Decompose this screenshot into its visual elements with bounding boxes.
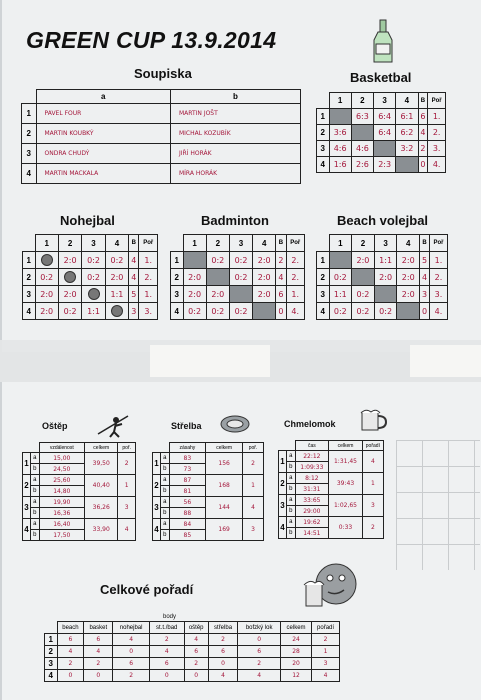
table-row: 4 0:2 0:2 0:2 0 4.	[171, 303, 305, 320]
drunk-smiley-icon	[300, 560, 362, 614]
table-row: 1 a 83 156 2	[153, 453, 264, 464]
table-row: 2 a 87 168 1	[153, 475, 264, 486]
table-row: 3 a 33:65 1:02,65 3	[279, 495, 384, 506]
table-row: 2 MARTIN KOUBKÝ MICHAL KOZUBÍK	[22, 124, 301, 144]
chmelomok-heading: Chmelomok	[284, 419, 336, 429]
table-row: 2 a 8:12 39:43 1	[279, 473, 384, 484]
tape-piece	[150, 345, 270, 377]
table-row: 3 2:0 2:0 2:0 6 1.	[171, 286, 305, 303]
ostep-table: vzdálenost celkem poř. 1 a 15,00 39,50 2 b 24,50 2 a 25,60 40,40 1 b 14,80 3 a 19,90 36,26 3 b 16,36 4 a 16,40 33,90 4 b 17,50	[22, 442, 136, 541]
ostep-heading: Oštěp	[42, 421, 68, 431]
page-title: GREEN CUP 13.9.2014	[26, 27, 277, 53]
basketbal-table: 1 2 3 4 B Poř 1 6:3 6:4 6:1 6 1. 2 3:6 6:4 6:2 4 2. 3 4:6 4:6 3:2 2 3. 4 1:6 2:6 2:3 0 4.	[316, 92, 446, 173]
table-row: 4 a 84 169 3	[153, 519, 264, 530]
ball-icon	[41, 254, 53, 266]
tape-piece	[410, 345, 481, 377]
col-a-header: a	[36, 90, 170, 104]
col-b-header: b	[170, 90, 300, 104]
beer-mug-icon	[358, 408, 388, 432]
nohejbal-heading: Nohejbal	[60, 213, 115, 228]
table-row: 2 a 25,60 40,40 1	[23, 475, 136, 486]
table-row: 3 1:1 0:2 2:0 3 3.	[317, 286, 448, 303]
javelin-thrower-icon	[96, 412, 130, 438]
background-grid	[396, 440, 480, 570]
table-row: 1 6:3 6:4 6:1 6 1.	[317, 109, 446, 125]
table-row: 3 2 2 6 6 2 0 2 20 3	[45, 658, 340, 670]
table-row: 2 4 4 0 4 6 6 6 28 1	[45, 646, 340, 658]
table-row: 4 0:2 0:2 0:2 0 4.	[317, 303, 448, 320]
target-icon	[220, 414, 250, 434]
nohejbal-table: 1 2 3 4 B Poř 1 2:0 0:2 0:2 4 1. 2 0:2 0:2 2:0 4 2. 3 2:0 2:0 1:1 5 1. 4 2:0 0:2 1:1 3 3.	[22, 234, 158, 320]
chmelomok-table: čas celkem pořadí 1 a 22:12 1:31,45 4 b 1:09:33 2 a 8:12 39:43 1 b 31:31 3 a 33:65 1:02,65 3 b 29:00 4 a 19:62 0:33 2 b 14:51	[278, 440, 384, 539]
table-row: 1 0:2 0:2 2:0 2 2.	[171, 252, 305, 269]
table-row: 2 2:0 0:2 2:0 4 2.	[171, 269, 305, 286]
badminton-heading: Badminton	[201, 213, 269, 228]
strelba-heading: Střelba	[171, 421, 202, 431]
table-row: 1 2:0 1:1 2:0 5 1.	[317, 252, 448, 269]
celkove-table: beach basket nohejbal st.t./bad oštěp střelba bofzký lok celkem pořadí 1 6 6 4 2 4 2 0 24 2 2 4 4 0 4 6 6 6 28 1 3 2 2 6 6 2 0 2 20 3 4 0 0 2 0 0 4 4 12 4	[44, 621, 340, 682]
table-row: 2 0:2 0:2 2:0 4 2.	[23, 269, 158, 286]
strelba-table: zásahy celkem poř. 1 a 83 156 2 b 73 2 a 87 168 1 b 81 3 a 56 144 4 b 88 4 a 84 169 3 b 85	[152, 442, 264, 541]
table-row: 4 MARTIN MACKALA MÍRA HORÁK	[22, 164, 301, 184]
table-row: 4 a 16,40 33,90 4	[23, 519, 136, 530]
bottle-icon	[370, 18, 396, 64]
body-group-label: body	[163, 614, 177, 620]
table-row: 2 3:6 6:4 6:2 4 2.	[317, 125, 446, 141]
table-row: 3 a 56 144 4	[153, 497, 264, 508]
table-row: 3 ONDRA CHUDÝ JIŘÍ HORÁK	[22, 144, 301, 164]
table-row: 1 2:0 0:2 0:2 4 1.	[23, 252, 158, 269]
table-row: 4 a 19:62 0:33 2	[279, 517, 384, 528]
table-row: 4 0 0 2 0 0 4 4 12 4	[45, 670, 340, 682]
beach-table: 1 2 3 4 B Poř 1 2:0 1:1 2:0 5 1. 2 0:2 2:0 2:0 4 2. 3 1:1 0:2 2:0 3 3. 4 0:2 0:2 0:2 0 4.	[316, 234, 448, 320]
table-row: 3 a 19,90 36,26 3	[23, 497, 136, 508]
table-row: 1 a 15,00 39,50 2	[23, 453, 136, 464]
basketbal-heading: Basketbal	[350, 70, 412, 85]
celkove-heading: Celkové pořadí	[100, 582, 194, 597]
table-row: 2 0:2 2:0 2:0 4 2.	[317, 269, 448, 286]
soupiska-heading: Soupiska	[134, 66, 192, 81]
ball-icon	[111, 305, 123, 317]
ball-icon	[88, 288, 100, 300]
table-row: 4 2:0 0:2 1:1 3 3.	[23, 303, 158, 320]
table-row: 3 4:6 4:6 3:2 2 3.	[317, 141, 446, 157]
table-row: 3 2:0 2:0 1:1 5 1.	[23, 286, 158, 303]
table-row: 1 PAVEL FOUR MARTIN JOŠT	[22, 104, 301, 124]
table-row: 1 6 6 4 2 4 2 0 24 2	[45, 634, 340, 646]
badminton-table: 1 2 3 4 B Poř 1 0:2 0:2 2:0 2 2. 2 2:0 0:2 2:0 4 2. 3 2:0 2:0 2:0 6 1. 4 0:2 0:2 0:2 0 4.	[170, 234, 305, 320]
table-row: 1 a 22:12 1:31,45 4	[279, 451, 384, 462]
beach-heading: Beach volejbal	[337, 213, 429, 228]
ball-icon	[64, 271, 76, 283]
table-row: 4 1:6 2:6 2:3 0 4.	[317, 157, 446, 173]
soupiska-table	[21, 89, 301, 184]
